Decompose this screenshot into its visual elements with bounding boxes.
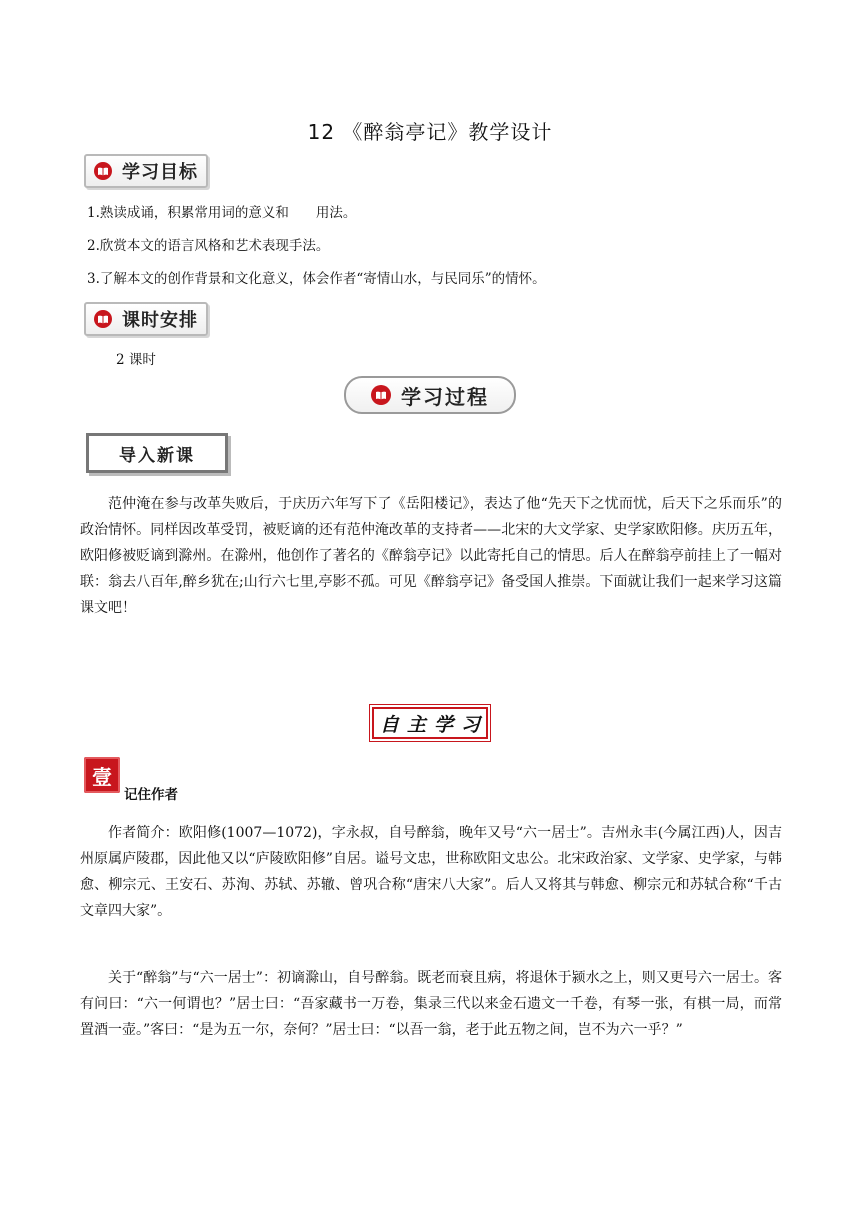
page-title: 12 《醉翁亭记》教学设计 <box>307 120 553 144</box>
intro-heading: 导入新课 <box>119 445 195 466</box>
objectives-heading: 学习目标 <box>122 162 198 183</box>
objective-item: 2.欣赏本文的语言风格和艺术表现手法。 <box>87 238 330 254</box>
schedule-heading: 课时安排 <box>122 310 198 331</box>
schedule-badge <box>84 302 208 336</box>
objective-item: 1.熟读成诵，积累常用词的意义和 用法。 <box>87 205 357 221</box>
process-banner <box>344 376 516 414</box>
author-intro-paragraph: 作者简介：欧阳修(1007—1072)，字永叔，自号醉翁，晚年又号“六一居士”。吉州永丰(今属江西)人，因吉州原属庐陵郡，因此他又以“庐陵欧阳修”自居。谥号文忠，世称欧阳文忠公。北宋政治家、文学家、史学家，与韩愈、柳宗元、王安石、苏洵、苏轼、苏辙、曾巩合称“唐宋八大家”。后人又将其与韩愈、柳宗元和苏轼合称“千古文章四大家”。 <box>80 825 782 919</box>
self-study-banner <box>372 707 488 739</box>
objective-item: 3.了解本文的创作背景和文化意义，体会作者“寄情山水，与民同乐”的情怀。 <box>87 271 546 287</box>
schedule-text: 2 课时 <box>116 352 156 368</box>
objectives-badge <box>84 154 208 188</box>
book-icon <box>94 310 112 328</box>
section-label: 记住作者 <box>124 787 178 803</box>
process-heading: 学习过程 <box>401 384 489 409</box>
seal-numeral: 壹 <box>92 764 112 789</box>
intro-badge <box>86 433 228 473</box>
seal-stamp <box>84 757 120 793</box>
intro-paragraph: 范仲淹在参与改革失败后，于庆历六年写下了《岳阳楼记》，表达了他“先天下之忧而忧，后天下之乐而乐”的政治情怀。同样因改革受罚，被贬谪的还有范仲淹改革的支持者——北宋的大文学家、史学家欧阳修。庆历五年，欧阳修被贬谪到滁州。在滁州，他创作了著名的《醉翁亭记》以此寄托自己的情思。后人在醉翁亭前挂上了一幅对联：翁去八百年,醉乡犹在;山行六七里,亭影不孤。可见《醉翁亭记》备受国人推崇。下面就让我们一起来学习这篇课文吧！ <box>80 496 782 616</box>
self-study-heading: 自主学习 <box>379 713 488 736</box>
book-icon <box>94 162 112 180</box>
book-icon <box>371 385 391 405</box>
nickname-paragraph: 关于“醉翁”与“六一居士”：初谪滁山，自号醉翁。既老而衰且病，将退休于颍水之上，则又更号六一居士。客有问曰：“六一何谓也？”居士曰：“吾家藏书一万卷，集录三代以来金石遗文一千卷，有琴一张，有棋一局，而常置酒一壶。”客曰：“是为五一尔，奈何？”居士曰：“以吾一翁，老于此五物之间，岂不为六一乎？” <box>80 970 782 1038</box>
